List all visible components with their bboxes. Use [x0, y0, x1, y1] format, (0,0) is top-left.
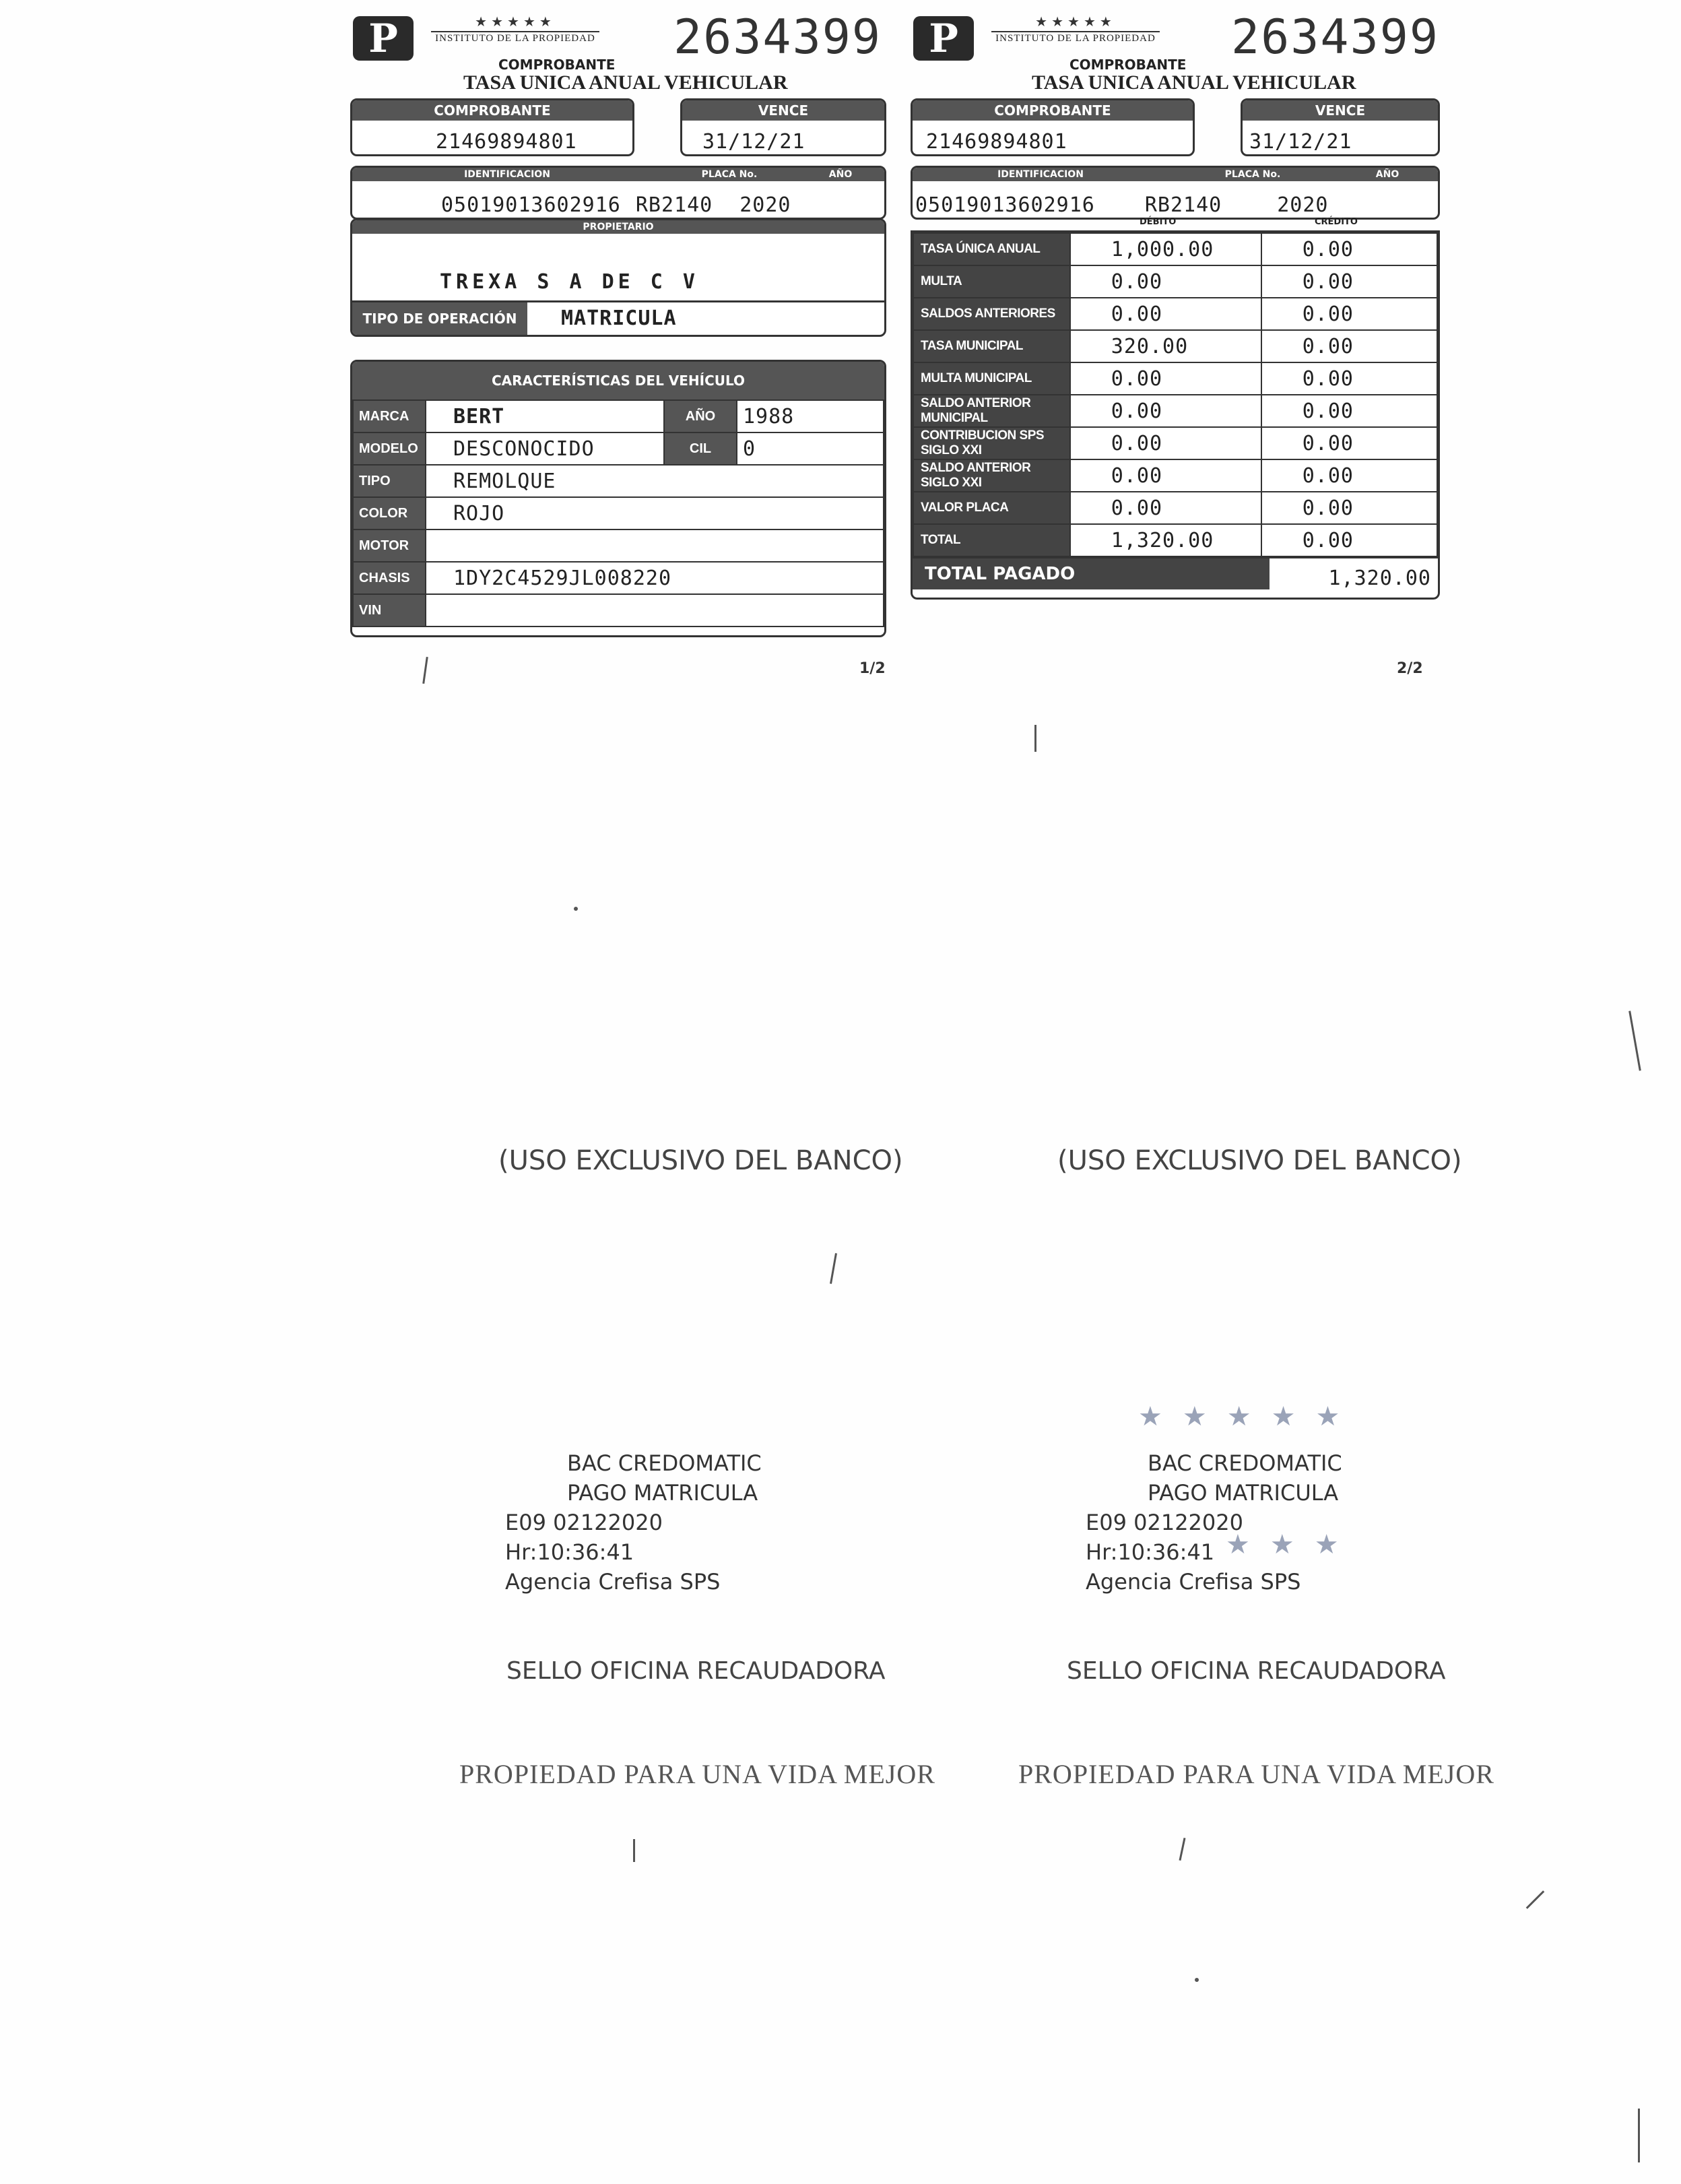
stars-icon: ★★★★★: [475, 13, 556, 30]
stamp-line-bank: BAC CREDOMATIC: [567, 1450, 762, 1476]
scan-mark: [1638, 2109, 1640, 2162]
vence-box: [1241, 98, 1440, 156]
scan-mark: [633, 1839, 635, 1862]
comprobante-label: COMPROBANTE: [913, 100, 1193, 121]
charge-debito: 320.00: [1070, 330, 1261, 362]
charge-label: SALDO ANTERIOR SIGLO XXI: [913, 459, 1070, 492]
org-block: [431, 13, 599, 44]
charge-row: [913, 330, 1437, 362]
identificacion-header: [352, 168, 884, 181]
charge-credito: 0.00: [1261, 330, 1437, 362]
table-row: [353, 432, 884, 465]
comprobante-value: 21469894801: [926, 130, 1067, 154]
office-stamp-label: SELLO OFICINA RECAUDADORA: [506, 1657, 886, 1685]
motor-label: MOTOR: [353, 529, 426, 562]
placa-label: PLACA No.: [701, 169, 758, 180]
marca-label: MARCA: [353, 400, 426, 432]
table-row: [353, 497, 884, 529]
bank-stamp: [1086, 1448, 1342, 1597]
charge-credito: 0.00: [1261, 395, 1437, 427]
org-block: [991, 13, 1160, 44]
scan-mark: [1526, 1890, 1545, 1909]
charge-row: [913, 524, 1437, 556]
charge-label: TASA ÚNICA ANUAL: [913, 233, 1070, 265]
table-row: [353, 400, 884, 432]
total-pagado-label: TOTAL PAGADO: [913, 558, 1270, 589]
charge-debito: 0.00: [1070, 265, 1261, 298]
page-indicator: 2/2: [1397, 660, 1423, 677]
org-name: INSTITUTO DE LA PROPIEDAD: [991, 31, 1160, 44]
charge-credito: 0.00: [1261, 362, 1437, 395]
org-name: INSTITUTO DE LA PROPIEDAD: [431, 31, 599, 44]
charge-label: CONTRIBUCION SPS SIGLO XXI: [913, 427, 1070, 459]
vence-label: VENCE: [1243, 100, 1438, 121]
modelo-value: DESCONOCIDO: [426, 432, 664, 465]
charge-credito: 0.00: [1261, 233, 1437, 265]
cil-label: CIL: [664, 432, 737, 465]
charge-label: TOTAL: [913, 524, 1070, 556]
bank-use-label: (USO EXCLUSIVO DEL BANCO): [1057, 1145, 1462, 1176]
scan-mark: [1034, 725, 1036, 752]
color-value: ROJO: [426, 497, 884, 529]
vehicle-header: CARACTERÍSTICAS DEL VEHÍCULO: [352, 362, 884, 399]
identificacion-header: [913, 168, 1438, 181]
stamp-line-time: Hr:10:36:41: [1086, 1539, 1215, 1565]
charge-credito: 0.00: [1261, 459, 1437, 492]
vin-label: VIN: [353, 594, 426, 627]
motto: PROPIEDAD PARA UNA VIDA MEJOR: [459, 1759, 935, 1789]
identificacion-box: [350, 166, 886, 220]
charge-row: [913, 362, 1437, 395]
receipt-copy-2: [911, 0, 1449, 677]
table-row: [353, 562, 884, 594]
charge-label: SALDO ANTERIOR MUNICIPAL: [913, 395, 1070, 427]
comprobante-title: COMPROBANTE: [498, 57, 616, 73]
charges-table: [913, 232, 1438, 557]
ano-label: AÑO: [1375, 169, 1399, 180]
vence-box: [680, 98, 886, 156]
vence-value: 31/12/21: [1249, 130, 1352, 154]
table-row: [353, 465, 884, 497]
scan-mark: [830, 1253, 837, 1284]
total-pagado-row: [913, 557, 1438, 589]
scan-mark: [1179, 1838, 1185, 1861]
ano-value: 2020: [739, 193, 791, 217]
document-title: TASA UNICA ANUAL VEHICULAR: [1032, 71, 1356, 94]
charge-credito: 0.00: [1261, 427, 1437, 459]
vence-value: 31/12/21: [702, 130, 805, 154]
vehicle-table: [352, 399, 884, 627]
tipo-value: REMOLQUE: [426, 465, 884, 497]
stamp-line-agency: Agencia Crefisa SPS: [1086, 1569, 1301, 1595]
comprobante-title: COMPROBANTE: [1069, 57, 1187, 73]
identificacion-values: [352, 181, 884, 217]
credito-label: CRÉDITO: [1315, 217, 1358, 227]
charge-row: [913, 395, 1437, 427]
color-label: COLOR: [353, 497, 426, 529]
comprobante-value: 21469894801: [436, 130, 577, 154]
charge-credito: 0.00: [1261, 265, 1437, 298]
scan-mark: [574, 907, 578, 911]
stamp-line-code-date: E09 02122020: [505, 1510, 663, 1535]
charge-label: VALOR PLACA: [913, 492, 1070, 524]
comprobante-box: [911, 98, 1195, 156]
charge-debito: 0.00: [1070, 298, 1261, 330]
scan-mark: [1628, 1010, 1641, 1070]
comprobante-box: [350, 98, 634, 156]
ano-value: 2020: [1277, 193, 1329, 217]
faint-stars-icon: ★★★★★: [1138, 1401, 1360, 1432]
identificacion-value: 05019013602916: [915, 193, 1095, 217]
marca-value: BERT: [426, 400, 664, 432]
charge-credito: 0.00: [1261, 298, 1437, 330]
tipo-operacion-label: TIPO DE OPERACIÓN: [352, 302, 527, 335]
charge-row: [913, 265, 1437, 298]
bank-stamp: [505, 1448, 762, 1597]
charge-debito: 0.00: [1070, 459, 1261, 492]
stamp-line-payment: PAGO MATRICULA: [1148, 1480, 1339, 1506]
comprobante-label: COMPROBANTE: [352, 100, 632, 121]
identificacion-label: IDENTIFICACION: [997, 169, 1084, 180]
charge-debito: 0.00: [1070, 427, 1261, 459]
stamp-line-time: Hr:10:36:41: [505, 1539, 634, 1565]
stamp-line-bank: BAC CREDOMATIC: [1148, 1450, 1342, 1476]
propietario-value: TREXA S A DE C V: [440, 270, 699, 294]
faint-stars-icon: ★★★: [1226, 1529, 1359, 1560]
charges-box: [911, 230, 1440, 600]
document-title: TASA UNICA ANUAL VEHICULAR: [463, 71, 788, 94]
charge-row: [913, 233, 1437, 265]
charge-debito: 0.00: [1070, 395, 1261, 427]
motto: PROPIEDAD PARA UNA VIDA MEJOR: [1018, 1759, 1494, 1789]
tipo-operacion-value: MATRICULA: [561, 307, 677, 330]
bank-use-label: (USO EXCLUSIVO DEL BANCO): [498, 1145, 903, 1176]
charge-label: SALDOS ANTERIORES: [913, 298, 1070, 330]
tipo-operacion-row: [352, 300, 884, 335]
receipt-copy-1: [350, 0, 889, 677]
charge-label: MULTA: [913, 265, 1070, 298]
table-row: [353, 529, 884, 562]
serial-number: 2634399: [1231, 9, 1440, 65]
identificacion-box: [911, 166, 1440, 220]
charge-credito: 0.00: [1261, 524, 1437, 556]
chasis-value: 1DY2C4529JL008220: [426, 562, 884, 594]
stamp-line-code-date: E09 02122020: [1086, 1510, 1243, 1535]
placa-value: RB2140: [1144, 193, 1222, 217]
chasis-label: CHASIS: [353, 562, 426, 594]
total-pagado-value: 1,320.00: [1328, 567, 1431, 590]
serial-number: 2634399: [673, 9, 882, 65]
charge-row: [913, 427, 1437, 459]
stars-icon: ★★★★★: [1035, 13, 1116, 30]
charge-debito: 1,320.00: [1070, 524, 1261, 556]
table-row: [353, 594, 884, 627]
page-indicator: 1/2: [859, 660, 886, 677]
propietario-label: PROPIETARIO: [583, 222, 654, 232]
charge-row: [913, 459, 1437, 492]
modelo-label: MODELO: [353, 432, 426, 465]
charge-row: [913, 298, 1437, 330]
charge-row: [913, 492, 1437, 524]
identificacion-label: IDENTIFICACION: [464, 169, 550, 180]
placa-label: PLACA No.: [1224, 169, 1281, 180]
charge-credito: 0.00: [1261, 492, 1437, 524]
charge-debito: 0.00: [1070, 362, 1261, 395]
ip-logo-icon: P: [353, 16, 414, 61]
ano-fab-value: 1988: [737, 400, 884, 432]
debito-label: DÉBITO: [1140, 217, 1177, 227]
charge-label: TASA MUNICIPAL: [913, 330, 1070, 362]
tipo-label: TIPO: [353, 465, 426, 497]
ip-logo-icon: P: [913, 16, 974, 61]
placa-value: RB2140: [635, 193, 713, 217]
vin-value: [426, 594, 884, 627]
cil-value: 0: [737, 432, 884, 465]
ano-label: AÑO: [828, 169, 853, 180]
charge-debito: 1,000.00: [1070, 233, 1261, 265]
stamp-line-agency: Agencia Crefisa SPS: [505, 1569, 721, 1595]
ano-label: AÑO: [664, 400, 737, 432]
scan-mark: [1195, 1978, 1199, 1982]
identificacion-values: [913, 181, 1438, 217]
office-stamp-label: SELLO OFICINA RECAUDADORA: [1067, 1657, 1446, 1685]
propietario-box: [350, 218, 886, 337]
vehicle-box: [350, 360, 886, 637]
motor-value: [426, 529, 884, 562]
charge-debito: 0.00: [1070, 492, 1261, 524]
charge-label: MULTA MUNICIPAL: [913, 362, 1070, 395]
identificacion-value: 05019013602916: [441, 193, 621, 217]
stamp-line-payment: PAGO MATRICULA: [567, 1480, 758, 1506]
vence-label: VENCE: [682, 100, 884, 121]
